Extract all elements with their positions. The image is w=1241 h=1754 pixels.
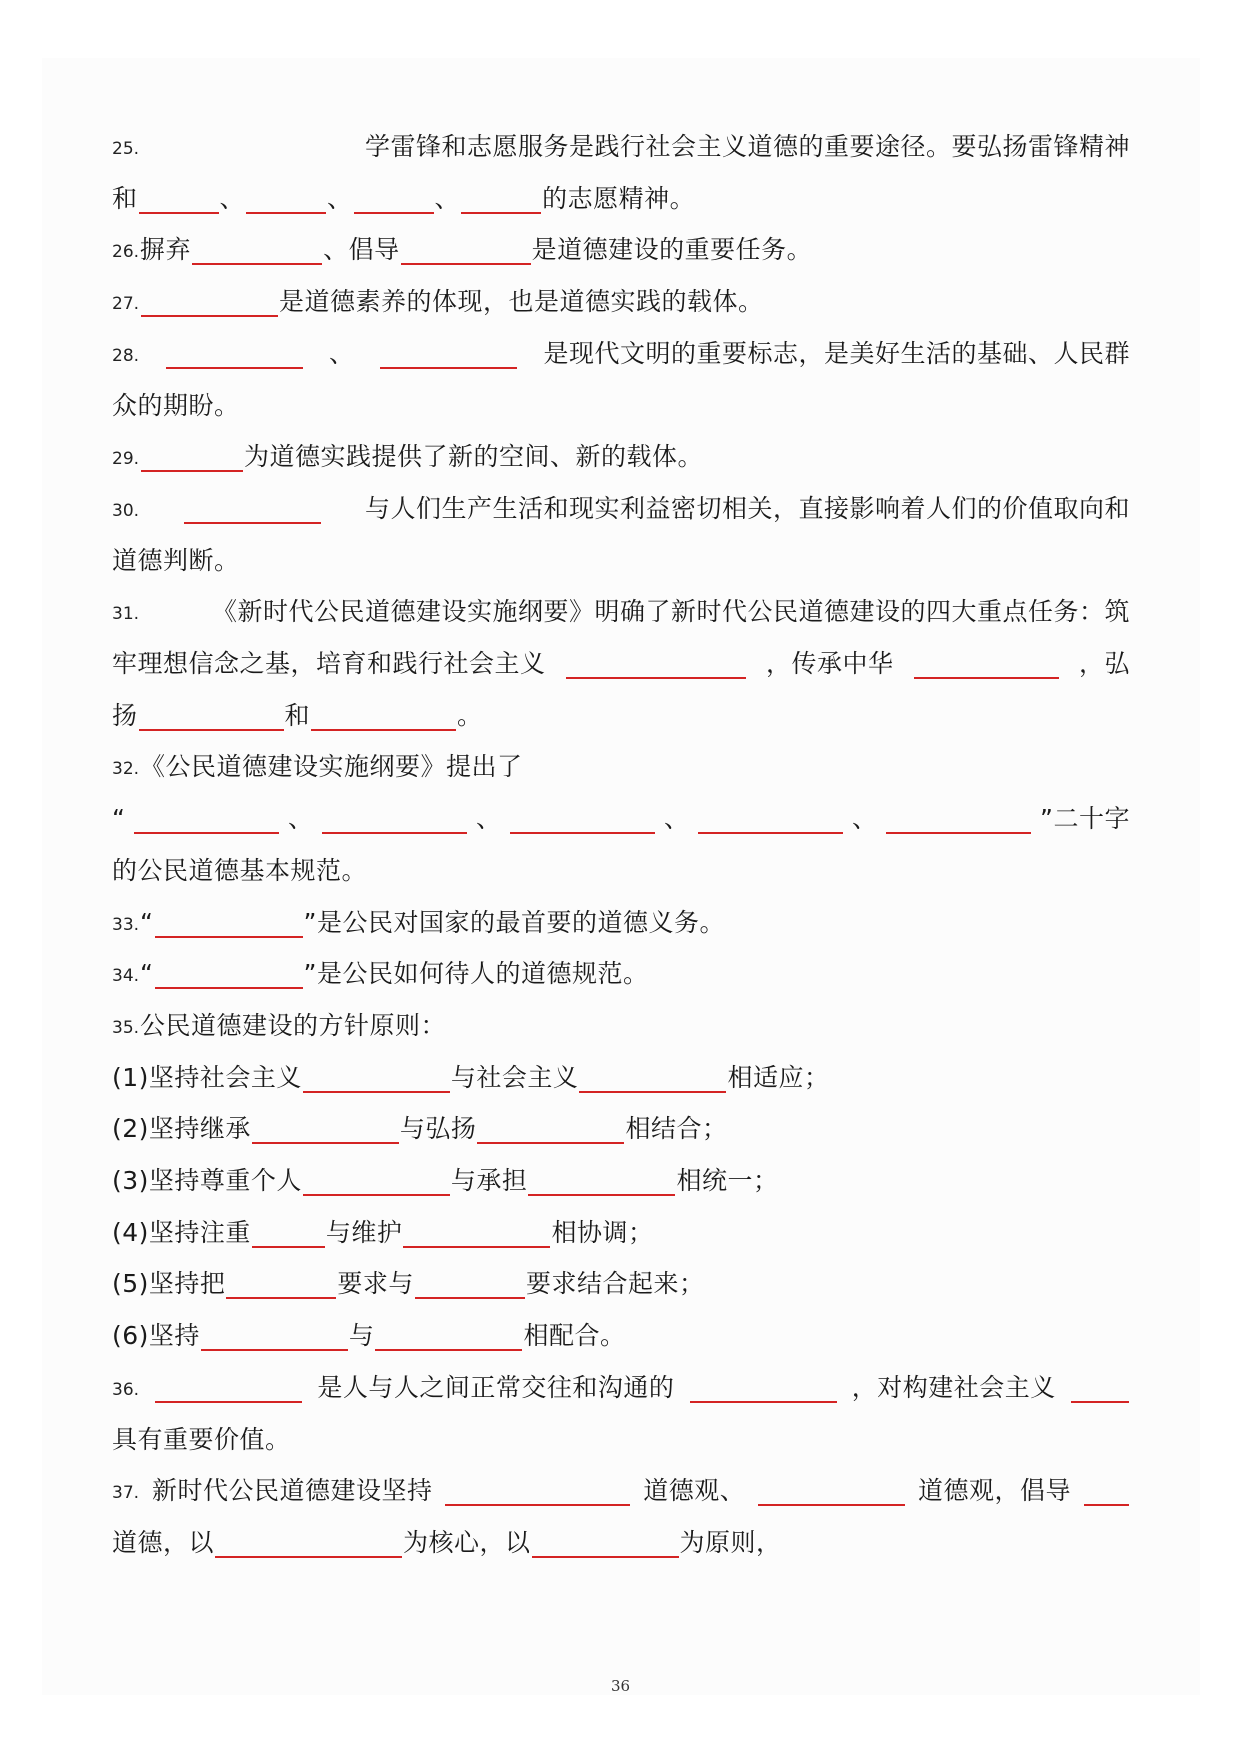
text-segment: 是人与人之间正常交往和沟通的 [317, 1373, 675, 1402]
fill-in-blank[interactable] [134, 804, 279, 834]
fill-in-blank[interactable] [698, 804, 843, 834]
fill-in-blank[interactable] [246, 184, 326, 214]
text-line [112, 1058, 829, 1098]
question-number: 34. [112, 966, 140, 986]
text-line [112, 1213, 653, 1253]
fill-in-blank[interactable] [303, 1063, 450, 1093]
text-segment: 道德，以 [112, 1528, 215, 1557]
text-segment: (4)坚持注重 [112, 1218, 251, 1247]
text-segment: 《新时代公民道德建设实施纲要》明确了新时代公民道德建设的四大重点任务：筑 [211, 597, 1130, 626]
text-segment: 为道德实践提供了新的空间、新的载体。 [244, 442, 704, 471]
text-line [112, 799, 1130, 839]
text-line [112, 1109, 727, 1149]
fill-in-blank[interactable] [566, 649, 746, 679]
text-segment: 新时代公民道德建设坚持 [151, 1476, 433, 1505]
text-segment: ，对构建社会主义 [851, 1373, 1056, 1402]
text-line [112, 1368, 1130, 1408]
text-line [112, 644, 1130, 684]
text-segment: 、 [327, 184, 353, 213]
question-number: 32. [112, 759, 140, 779]
text-segment: 、 [475, 804, 502, 833]
text-segment: “ [112, 804, 126, 833]
text-segment: 和 [112, 184, 138, 213]
text-segment: 道德观，倡导 [918, 1476, 1072, 1505]
question-number: 29. [112, 449, 140, 469]
fill-in-blank[interactable] [528, 1166, 675, 1196]
fill-in-blank[interactable] [141, 442, 243, 472]
text-line [112, 1316, 625, 1356]
fill-in-blank[interactable] [311, 701, 456, 731]
fill-in-blank[interactable] [139, 184, 219, 214]
text-segment: 摒弃 [140, 235, 192, 264]
text-line [112, 954, 648, 994]
fill-in-blank[interactable] [303, 1166, 450, 1196]
text-segment: 。 [457, 701, 483, 730]
text-segment: “ [140, 908, 154, 937]
fill-in-blank[interactable] [445, 1476, 630, 1506]
text-line [112, 1161, 778, 1201]
text-segment: 相统一； [676, 1166, 779, 1195]
question-number: 25. [112, 139, 140, 159]
fill-in-blank[interactable] [166, 339, 303, 369]
text-line [112, 437, 703, 477]
text-segment: 要求与 [337, 1269, 414, 1298]
text-segment: 是道德素养的体现，也是道德实践的载体。 [279, 287, 764, 316]
question-number: 28. [112, 346, 140, 366]
text-segment: 公民道德建设的方针原则： [140, 1011, 447, 1040]
text-segment: 相协调； [551, 1218, 654, 1247]
text-segment: (3)坚持尊重个人 [112, 1166, 302, 1195]
text-segment: 、 [663, 804, 690, 833]
text-segment: ”二十字 [1040, 804, 1130, 833]
text-line [112, 179, 695, 219]
fill-in-blank[interactable] [139, 701, 284, 731]
text-segment: 与社会主义 [450, 1063, 579, 1092]
text-segment: 道德观、 [643, 1476, 746, 1505]
text-line [112, 386, 240, 426]
text-segment: 为原则， [679, 1528, 782, 1557]
text-segment: ，弘 [1078, 649, 1130, 678]
text-line [112, 903, 725, 943]
fill-in-blank[interactable] [201, 1321, 348, 1351]
fill-in-blank[interactable] [252, 1114, 399, 1144]
fill-in-blank[interactable] [215, 1528, 402, 1558]
fill-in-blank[interactable] [401, 235, 531, 265]
fill-in-blank[interactable] [1084, 1476, 1129, 1506]
question-number: 36. [112, 1380, 140, 1400]
text-line [112, 696, 483, 736]
page-number: 36 [610, 1677, 631, 1695]
text-segment: ”是公民如何待人的道德规范。 [303, 959, 649, 988]
text-segment: 众的期盼。 [112, 391, 240, 420]
text-line [112, 747, 523, 787]
text-segment: 的公民道德基本规范。 [112, 856, 368, 885]
text-line [112, 282, 764, 322]
fill-in-blank[interactable] [532, 1528, 679, 1558]
text-line [112, 1523, 782, 1563]
text-segment: 是现代文明的重要标志，是美好生活的基础、人民群 [543, 339, 1130, 368]
fill-in-blank[interactable] [886, 804, 1031, 834]
fill-in-blank[interactable] [322, 804, 467, 834]
fill-in-blank[interactable] [690, 1373, 837, 1403]
text-segment: (5)坚持把 [112, 1269, 226, 1298]
fill-in-blank[interactable] [252, 1218, 325, 1248]
question-number: 33. [112, 915, 140, 935]
fill-in-blank[interactable] [155, 1373, 302, 1403]
fill-in-blank[interactable] [403, 1218, 550, 1248]
text-segment: 与 [348, 1321, 375, 1350]
fill-in-blank[interactable] [758, 1476, 905, 1506]
text-segment: 的志愿精神。 [542, 184, 696, 213]
text-segment: 、 [219, 184, 246, 213]
text-segment: ”是公民对国家的最首要的道德义务。 [303, 908, 725, 937]
fill-in-blank[interactable] [155, 908, 303, 938]
fill-in-blank[interactable] [461, 184, 541, 214]
text-segment: 为核心，以 [403, 1528, 531, 1557]
text-line [112, 334, 1130, 374]
fill-in-blank[interactable] [510, 804, 655, 834]
text-segment: 是道德建设的重要任务。 [531, 235, 813, 264]
fill-in-blank[interactable] [192, 235, 322, 265]
text-segment: 与人们生产生活和现实利益密切相关，直接影响着人们的价值取向和 [364, 494, 1130, 523]
text-segment: 相结合； [625, 1114, 728, 1143]
text-segment: 《公民道德建设实施纲要》提出了 [140, 752, 523, 781]
fill-in-blank[interactable] [184, 494, 321, 524]
fill-in-blank[interactable] [354, 184, 434, 214]
text-segment: 与弘扬 [399, 1114, 477, 1143]
fill-in-blank[interactable] [579, 1063, 726, 1093]
fill-in-blank[interactable] [141, 287, 278, 317]
question-number: 37. [112, 1483, 140, 1503]
text-line [112, 127, 1130, 167]
text-segment: 牢理想信念之基，培育和践行社会主义 [112, 649, 546, 678]
question-number: 27. [112, 294, 140, 314]
text-line [112, 1471, 1130, 1511]
text-segment: 和 [284, 701, 311, 730]
text-segment: 、倡导 [323, 235, 400, 264]
text-segment: 、 [287, 804, 314, 833]
text-segment: 扬 [112, 701, 138, 730]
text-segment: 要求结合起来； [525, 1269, 705, 1298]
text-line [112, 1420, 291, 1460]
text-segment: 与维护 [325, 1218, 403, 1247]
text-segment: 与承担 [450, 1166, 528, 1195]
text-line [112, 592, 1130, 632]
text-line [112, 1264, 704, 1304]
fill-in-blank[interactable] [477, 1114, 624, 1144]
text-segment: 道德判断。 [112, 546, 240, 575]
question-number: 31. [112, 604, 140, 624]
fill-in-blank[interactable] [226, 1269, 336, 1299]
text-segment: “ [140, 959, 154, 988]
text-segment: 、 [328, 339, 355, 368]
text-line [112, 541, 240, 581]
text-segment: 具有重要价值。 [112, 1425, 291, 1454]
text-line [112, 230, 812, 270]
text-segment: 学雷锋和志愿服务是践行社会主义道德的重要途径。要弘扬雷锋精神 [364, 132, 1130, 161]
question-number: 30. [112, 501, 140, 521]
fill-in-blank[interactable] [155, 959, 303, 989]
fill-in-blank[interactable] [1071, 1373, 1129, 1403]
text-segment: 、 [434, 184, 461, 213]
text-segment: 相适应； [727, 1063, 830, 1092]
text-line [112, 489, 1130, 529]
text-segment: 相配合。 [523, 1321, 626, 1350]
text-segment: (6)坚持 [112, 1321, 200, 1350]
fill-in-blank[interactable] [375, 1321, 522, 1351]
fill-in-blank[interactable] [415, 1269, 525, 1299]
fill-in-blank[interactable] [914, 649, 1059, 679]
text-line [112, 1006, 446, 1046]
question-number: 35. [112, 1018, 140, 1038]
text-segment: 、 [852, 804, 878, 833]
fill-in-blank[interactable] [380, 339, 517, 369]
text-segment: (1)坚持社会主义 [112, 1063, 302, 1092]
question-number: 26. [112, 242, 140, 262]
text-segment: (2)坚持继承 [112, 1114, 251, 1143]
text-segment: ，传承中华 [765, 649, 894, 678]
text-line [112, 851, 367, 891]
